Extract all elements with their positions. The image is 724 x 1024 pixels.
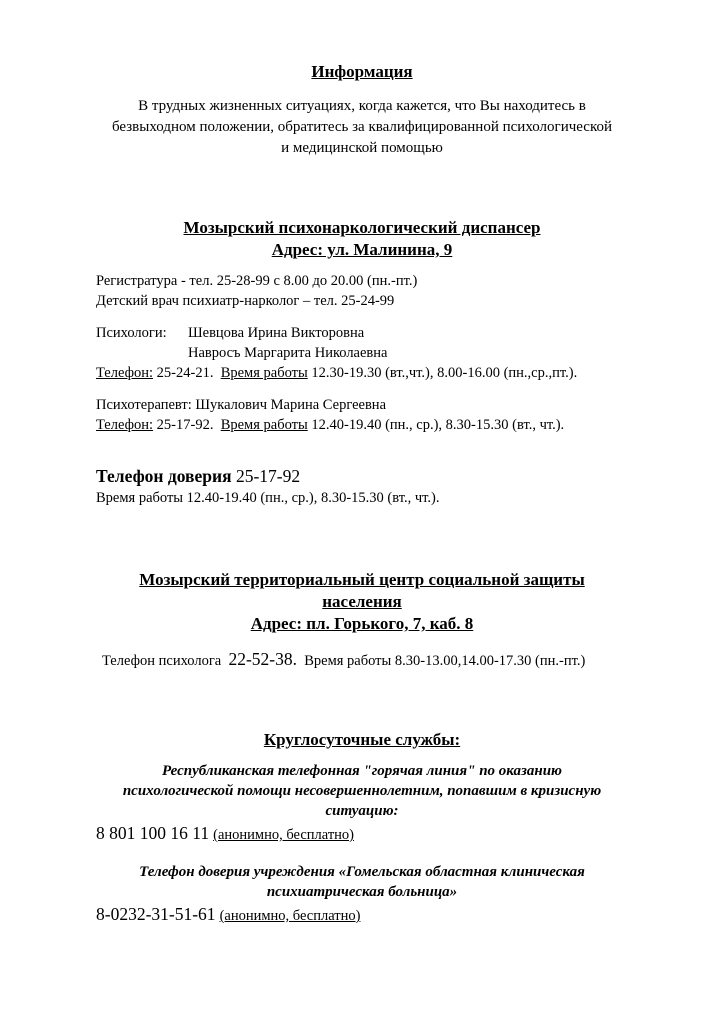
intro-line-3: и медицинской помощью [281,140,443,156]
social-center-address: Адрес: пл. Горького, 7, каб. 8 [250,614,474,633]
service1-line-2: психологической помощи несовершеннолетним, попавшим в кризисную [122,783,602,799]
dispensary-name: Мозырский психонаркологический диспансер [183,218,541,237]
service2-note: (анонимно, бесплатно) [219,908,361,924]
hours-label: Время работы [220,365,308,381]
phone-label: Телефон: [96,417,154,433]
hours-label: Время работы [220,417,308,433]
service2-phone: 8-0232-31-51-61 [96,904,216,924]
trust-line-number: 25-17-92 [235,466,301,486]
social-center-name-1: Мозырский территориальный центр социальной защиты [139,570,585,589]
social-center-hours: Время работы 8.30-13.00,14.00-17.30 (пн.-пт.) [304,653,586,669]
therapist-phone: 25-17-92. [156,417,214,433]
psychologist-2: Навросъ Маргарита Николаевна [188,345,388,361]
dispensary-address: Адрес: ул. Малинина, 9 [271,240,453,259]
therapist-line: Психотерапевт: Шукалович Марина Сергеевна [96,397,386,413]
trust-line-label: Телефон доверия [96,466,232,486]
intro-line-1: В трудных жизненных ситуациях, когда кажется, что Вы находитесь в [138,98,586,114]
psych-hours: 12.30-19.30 (вт.,чт.), 8.00-16.00 (пн.,ср.,пт.). [311,365,578,381]
service1-note: (анонимно, бесплатно) [213,827,354,843]
round-the-clock-heading: Круглосуточные службы: [263,730,461,749]
service2-line-1: Телефон доверия учреждения «Гомельская областная клиническая [139,864,585,880]
trust-line-hours: Время работы 12.40-19.40 (пн., ср.), 8.30-15.30 (вт., чт.). [96,490,440,506]
registry-line: Регистратура - тел. 25-28-99 с 8.00 до 20.00 (пн.-пт.) [96,273,418,289]
psych-phone: 25-24-21. [156,365,214,381]
child-doctor-line: Детский врач психиатр-нарколог – тел. 25-24-99 [96,293,395,309]
therapist-hours: 12.40-19.40 (пн., ср.), 8.30-15.30 (вт., чт.). [311,417,565,433]
psychologist-phone-label: Телефон психолога [102,653,222,669]
service2-line-2: психиатрическая больница» [266,884,458,900]
trust-line [96,466,300,487]
service1-phone: 8 801 100 16 11 [96,823,210,843]
service2-phone-line [96,904,360,925]
service1-line-3: ситуацию: [325,803,399,819]
service1-phone-line [96,823,354,844]
intro-line-2: безвыходном положении, обратитесь за квалифицированной психологической [111,119,613,135]
psychologists-label: Психологи: [96,325,167,341]
psych-phone-line [96,365,577,382]
psychologist-phone: 22-52-38. [228,649,297,669]
social-center-name-2: населения [322,592,402,611]
service1-line-1: Республиканская телефонная "горячая линия" по оказанию [162,763,562,779]
therapist-phone-line [96,417,564,434]
page-title: Информация [311,62,413,81]
phone-label: Телефон: [96,365,154,381]
psychologist-1: Шевцова Ирина Викторовна [188,325,365,341]
social-center-phone-line [102,649,585,670]
